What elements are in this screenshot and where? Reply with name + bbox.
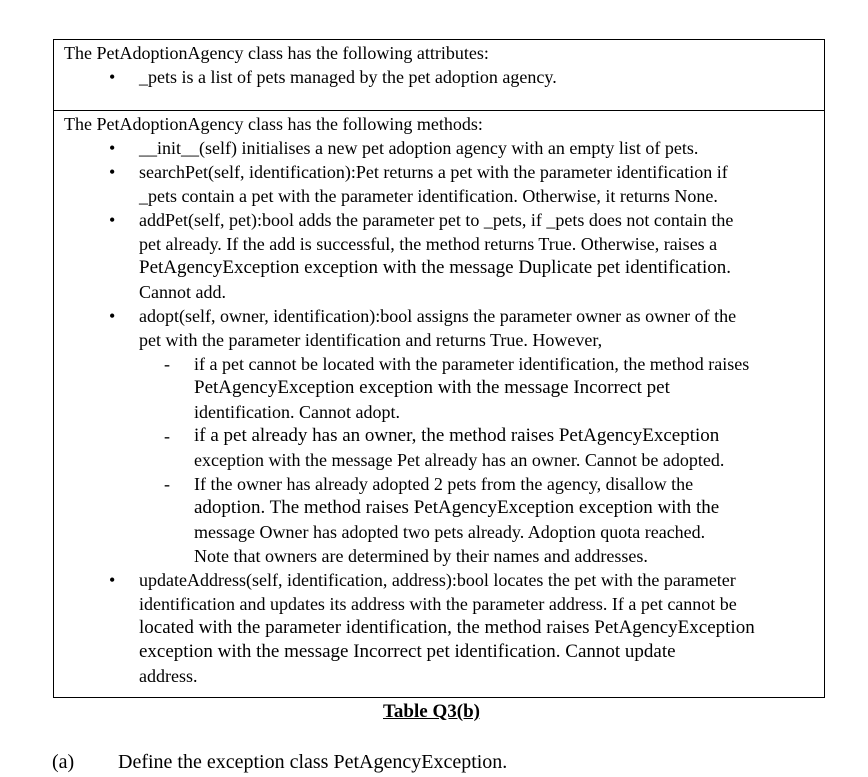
method-line: pet with the parameter identification and returns True. However, (139, 330, 603, 350)
method-line: Note that owners are determined by their names and addresses. (194, 546, 648, 566)
method-line: PetAgencyException exception with the message Duplicate pet identification. (139, 257, 731, 278)
method-search-pet (64, 160, 818, 208)
method-add-pet (64, 208, 818, 304)
method-line: exception with the message Pet already has an owner. Cannot be adopted. (194, 450, 725, 470)
adopt-condition-not-located (64, 352, 818, 424)
method-init: • __init__(self) initialises a new pet adoption agency with an empty list of pets. (64, 136, 818, 160)
method-line: message Owner has adopted two pets already. Adoption quota reached. (194, 522, 706, 542)
method-adopt (64, 304, 818, 352)
method-update-address (64, 568, 818, 688)
table-caption: Table Q3(b) (383, 701, 480, 722)
method-line: PetAgencyException exception with the message Incorrect pet (194, 377, 670, 398)
method-line: - if a pet cannot be located with the parameter identification, the method raises (194, 354, 750, 374)
method-line: adoption. The method raises PetAgencyException exception with the (194, 497, 720, 518)
methods-heading: The PetAdoptionAgency class has the following methods: (64, 114, 483, 134)
method-line: • searchPet(self, identification):Pet returns a pet with the parameter identification if (139, 162, 728, 182)
method-line: address. (139, 666, 198, 686)
method-line: located with the parameter identification, the method raises PetAgencyException (139, 617, 755, 638)
method-line: • addPet(self, pet):bool adds the parameter pet to _pets, if _pets does not contain the (139, 210, 734, 230)
adopt-condition-quota (64, 472, 818, 568)
method-line: - if a pet already has an owner, the method raises PetAgencyException (194, 425, 720, 446)
method-line: pet already. If the add is successful, the method returns True. Otherwise, raises a (139, 234, 718, 254)
methods-table-cell (53, 110, 825, 698)
attribute-item: • _pets is a list of pets managed by the pet adoption agency. (64, 65, 818, 89)
method-line: identification and updates its address with the parameter address. If a pet cannot be (139, 594, 737, 614)
method-line: Cannot add. (139, 282, 226, 302)
question-label: (a) (52, 751, 75, 773)
method-line: _pets contain a pet with the parameter identification. Otherwise, it returns None. (139, 186, 718, 206)
method-line: - If the owner has already adopted 2 pets from the agency, disallow the (194, 474, 694, 494)
question-text: Define the exception class PetAgencyException. (118, 751, 508, 773)
method-line: exception with the message Incorrect pet identification. Cannot update (139, 641, 676, 662)
attributes-heading: The PetAdoptionAgency class has the following attributes: (64, 43, 489, 63)
method-line: • adopt(self, owner, identification):bool assigns the parameter owner as owner of the (139, 306, 737, 326)
method-line: identification. Cannot adopt. (194, 402, 400, 422)
adopt-condition-has-owner (64, 424, 818, 472)
method-line: • updateAddress(self, identification, address):bool locates the pet with the parameter (139, 570, 736, 590)
attributes-table-cell (53, 39, 825, 111)
